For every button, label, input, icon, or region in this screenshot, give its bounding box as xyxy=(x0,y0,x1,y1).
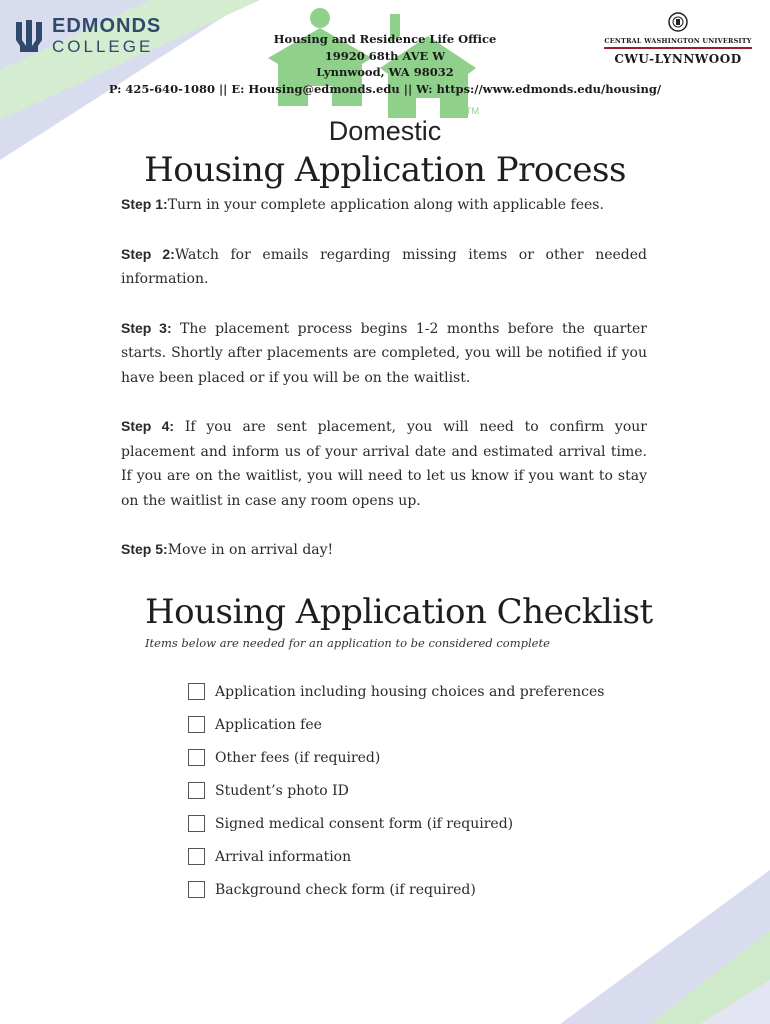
checkbox[interactable] xyxy=(188,848,205,865)
checkbox[interactable] xyxy=(188,716,205,733)
checklist-item xyxy=(188,774,604,807)
checklist-subtitle: Items below are needed for an application to be considered complete xyxy=(145,636,550,650)
process-title: Housing Application Process xyxy=(144,150,626,190)
logo-line-2: COLLEGE xyxy=(52,37,154,56)
cwu-logo xyxy=(604,12,752,66)
checklist-item-label: Signed medical consent form (if required) xyxy=(215,815,514,832)
checklist-item-label: Student’s photo ID xyxy=(215,782,349,799)
checklist-item xyxy=(188,840,604,873)
step-text: The placement process begins 1-2 months before the quarter starts. Shortly after placements are completed, you will be notified if you have been placed or if you will be on the waitlist. xyxy=(121,320,647,386)
checkbox[interactable] xyxy=(188,881,205,898)
cwu-university-name: CENTRAL WASHINGTON UNIVERSITY xyxy=(604,37,752,49)
step-3 xyxy=(121,316,647,391)
checkbox[interactable] xyxy=(188,782,205,799)
step-text: Watch for emails regarding missing items or other needed information. xyxy=(121,246,647,287)
trademark-mark: TM xyxy=(466,106,479,116)
step-text: If you are sent placement, you will need to confirm your placement and inform us of your arrival date and estimated arrival time. If you are on the waitlist, you will need to let us know if you want to stay on the waitlist in case any room opens up. xyxy=(121,419,647,509)
step-label: Step 3: xyxy=(121,319,172,336)
checklist-item-label: Background check form (if required) xyxy=(215,881,476,898)
checkbox[interactable] xyxy=(188,749,205,766)
checklist-item-label: Arrival information xyxy=(215,848,352,865)
step-2 xyxy=(121,242,647,292)
step-1 xyxy=(121,192,647,218)
process-subtitle: Domestic xyxy=(328,116,442,146)
step-5 xyxy=(121,537,647,563)
checkbox[interactable] xyxy=(188,815,205,832)
checkbox[interactable] xyxy=(188,683,205,700)
checklist-item xyxy=(188,675,604,708)
step-label: Step 1: xyxy=(121,196,168,212)
checklist-item-label: Other fees (if required) xyxy=(215,749,381,766)
step-text: Turn in your complete application along with applicable fees. xyxy=(167,197,604,213)
step-label: Step 5: xyxy=(121,541,168,557)
checklist-item-label: Application fee xyxy=(215,716,322,733)
university-seal-icon xyxy=(668,12,688,32)
process-steps xyxy=(121,192,647,587)
office-street: 19920 68th AVE W xyxy=(324,48,446,63)
checklist-title: Housing Application Checklist xyxy=(145,592,653,632)
checklist-items xyxy=(188,675,604,906)
step-label: Step 4: xyxy=(121,418,175,434)
cwu-location: CWU-LYNNWOOD xyxy=(614,52,742,66)
checklist-item xyxy=(188,873,604,906)
office-contact-line[interactable]: P: 425-640-1080 || E: Housing@edmonds.edu || W: https://www.edmonds.edu/housing/ xyxy=(108,81,662,96)
checklist-item xyxy=(188,708,604,741)
step-label: Step 2: xyxy=(121,245,175,262)
office-city: Lynnwood, WA 98032 xyxy=(316,65,454,79)
checklist-item xyxy=(188,807,604,840)
checklist-item xyxy=(188,741,604,774)
step-text: Move in on arrival day! xyxy=(167,542,334,558)
checklist-item-label: Application including housing choices and preferences xyxy=(215,683,605,700)
step-4 xyxy=(121,414,647,513)
logo-line-1: EDMONDS xyxy=(52,15,162,37)
office-name: Housing and Residence Life Office xyxy=(273,32,497,46)
